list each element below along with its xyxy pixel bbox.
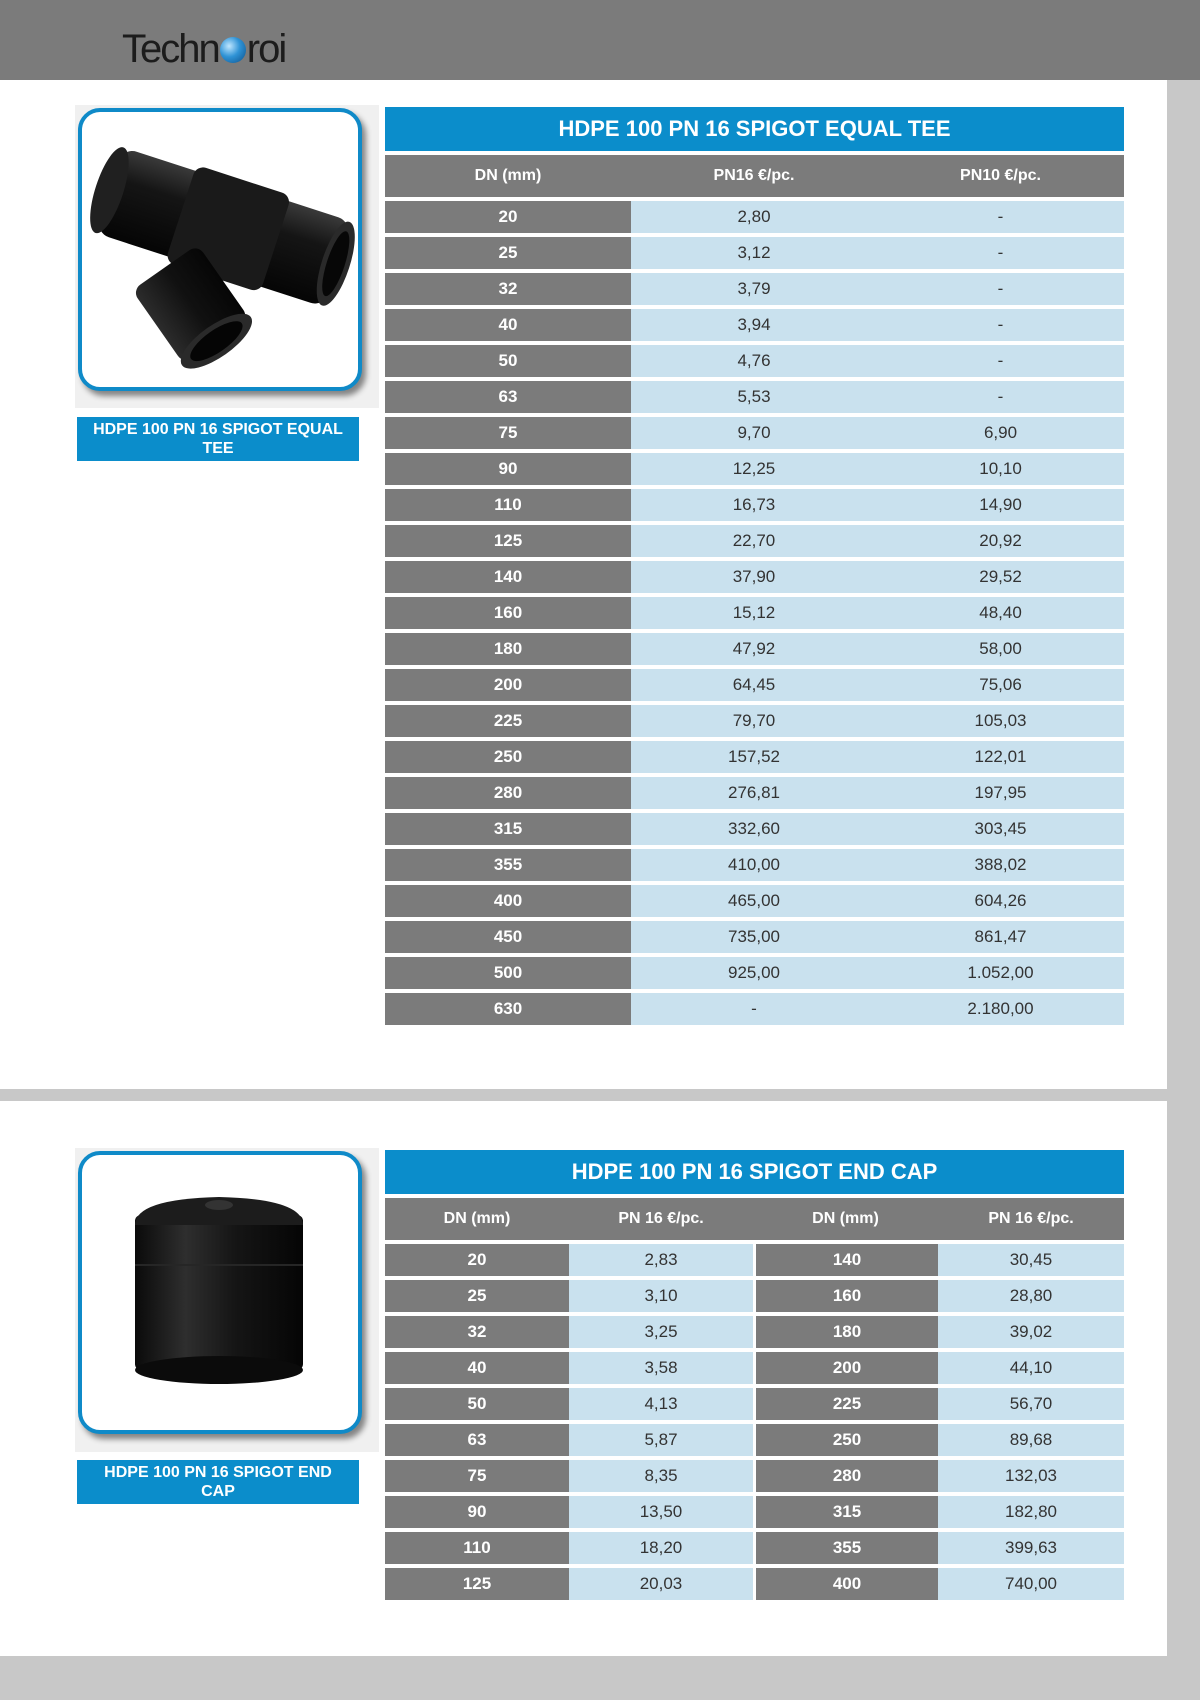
cap-price-cell: 4,13: [569, 1388, 753, 1420]
tee-price-cell: 9,70: [631, 417, 877, 449]
tee-price-cell: 332,60: [631, 813, 877, 845]
cap-price-cell: 399,63: [938, 1532, 1124, 1564]
tee-price-cell: 3,94: [631, 309, 877, 341]
cap-table-row: [385, 1316, 1124, 1348]
tee-dn-cell: 160: [385, 597, 631, 629]
cap-col-pn16-right: PN 16 €/pc.: [938, 1198, 1124, 1240]
tee-price-cell: 122,01: [877, 741, 1124, 773]
tee-dn-cell: 20: [385, 201, 631, 233]
tee-dn-cell: 50: [385, 345, 631, 377]
cap-dn-cell: 25: [385, 1280, 569, 1312]
tee-photo-frame: [75, 105, 379, 408]
tee-table-row: [385, 273, 1124, 305]
tee-dn-cell: 75: [385, 417, 631, 449]
cap-dn-cell: 250: [753, 1424, 938, 1456]
tee-dn-cell: 315: [385, 813, 631, 845]
tee-dn-cell: 180: [385, 633, 631, 665]
tee-table-row: [385, 813, 1124, 845]
tee-price-cell: 75,06: [877, 669, 1124, 701]
cap-dn-cell: 40: [385, 1352, 569, 1384]
cap-col-dn-right: DN (mm): [753, 1198, 938, 1240]
technoroi-logo: [122, 27, 285, 72]
tee-price-cell: 14,90: [877, 489, 1124, 521]
cap-dn-cell: 140: [753, 1244, 938, 1276]
cap-table-row: [385, 1424, 1124, 1456]
tee-price-cell: -: [877, 201, 1124, 233]
tee-price-cell: 861,47: [877, 921, 1124, 953]
tee-col-pn16: PN16 €/pc.: [631, 155, 877, 197]
tee-price-cell: 157,52: [631, 741, 877, 773]
tee-price-cell: 37,90: [631, 561, 877, 593]
cap-price-cell: 740,00: [938, 1568, 1124, 1600]
cap-dn-cell: 125: [385, 1568, 569, 1600]
tee-table-row: [385, 669, 1124, 701]
cap-caption: HDPE 100 PN 16 SPIGOT END CAP: [77, 1460, 359, 1504]
tee-dn-cell: 280: [385, 777, 631, 809]
tee-table-row: [385, 489, 1124, 521]
cap-table-row: [385, 1568, 1124, 1600]
tee-price-cell: 465,00: [631, 885, 877, 917]
cap-dn-cell: 180: [753, 1316, 938, 1348]
tee-price-cell: 58,00: [877, 633, 1124, 665]
tee-price-cell: 15,12: [631, 597, 877, 629]
cap-col-dn-left: DN (mm): [385, 1198, 569, 1240]
tee-price-cell: 276,81: [631, 777, 877, 809]
tee-price-cell: 47,92: [631, 633, 877, 665]
cap-price-cell: 13,50: [569, 1496, 753, 1528]
tee-col-dn: DN (mm): [385, 155, 631, 197]
logo-text-right: roi: [246, 27, 286, 71]
tee-table-row: [385, 993, 1124, 1025]
tee-price-cell: 10,10: [877, 453, 1124, 485]
tee-table-row: [385, 237, 1124, 269]
tee-table-row: [385, 885, 1124, 917]
tee-price-table: [385, 103, 1124, 1029]
tee-price-cell: 2,80: [631, 201, 877, 233]
tee-price-cell: 64,45: [631, 669, 877, 701]
cap-price-cell: 5,87: [569, 1424, 753, 1456]
tee-price-cell: 1.052,00: [877, 957, 1124, 989]
globe-icon: [220, 37, 246, 63]
tee-price-cell: -: [631, 993, 877, 1025]
cap-col-pn16-left: PN 16 €/pc.: [569, 1198, 753, 1240]
tee-price-cell: 6,90: [877, 417, 1124, 449]
cap-table-row: [385, 1496, 1124, 1528]
tee-price-cell: -: [877, 273, 1124, 305]
tee-price-cell: -: [877, 237, 1124, 269]
tee-dn-cell: 250: [385, 741, 631, 773]
top-header-bar: [0, 0, 1200, 80]
cap-dn-cell: 32: [385, 1316, 569, 1348]
right-margin-strip: [1167, 80, 1200, 1700]
cap-price-cell: 132,03: [938, 1460, 1124, 1492]
tee-dn-cell: 40: [385, 309, 631, 341]
bottom-band: [0, 1656, 1200, 1700]
cap-dn-cell: 50: [385, 1388, 569, 1420]
cap-price-cell: 2,83: [569, 1244, 753, 1276]
cap-table-row: [385, 1388, 1124, 1420]
tee-table-row: [385, 957, 1124, 989]
cap-dn-cell: 90: [385, 1496, 569, 1528]
tee-table-row: [385, 525, 1124, 557]
tee-price-cell: -: [877, 309, 1124, 341]
cap-price-cell: 39,02: [938, 1316, 1124, 1348]
tee-price-cell: 16,73: [631, 489, 877, 521]
tee-table-row: [385, 417, 1124, 449]
tee-table-row: [385, 453, 1124, 485]
cap-price-cell: 18,20: [569, 1532, 753, 1564]
cap-dn-cell: 400: [753, 1568, 938, 1600]
cap-dn-cell: 160: [753, 1280, 938, 1312]
tee-table-row: [385, 381, 1124, 413]
tee-dn-cell: 63: [385, 381, 631, 413]
tee-table-row: [385, 633, 1124, 665]
tee-price-cell: 22,70: [631, 525, 877, 557]
cap-table-row: [385, 1460, 1124, 1492]
tee-dn-cell: 450: [385, 921, 631, 953]
cap-photo-frame: [75, 1148, 379, 1452]
tee-dn-cell: 630: [385, 993, 631, 1025]
tee-photo-card: [78, 108, 362, 391]
tee-dn-cell: 90: [385, 453, 631, 485]
tee-price-cell: 2.180,00: [877, 993, 1124, 1025]
tee-table-row: [385, 201, 1124, 233]
cap-price-cell: 8,35: [569, 1460, 753, 1492]
tee-dn-cell: 125: [385, 525, 631, 557]
tee-dn-cell: 200: [385, 669, 631, 701]
tee-price-cell: 4,76: [631, 345, 877, 377]
tee-price-cell: 197,95: [877, 777, 1124, 809]
tee-dn-cell: 140: [385, 561, 631, 593]
cap-dn-cell: 110: [385, 1532, 569, 1564]
tee-caption: HDPE 100 PN 16 SPIGOT EQUAL TEE: [77, 417, 359, 461]
tee-dn-cell: 355: [385, 849, 631, 881]
tee-price-cell: 604,26: [877, 885, 1124, 917]
cap-price-cell: 28,80: [938, 1280, 1124, 1312]
cap-dn-cell: 200: [753, 1352, 938, 1384]
cap-price-cell: 44,10: [938, 1352, 1124, 1384]
tee-price-cell: 3,12: [631, 237, 877, 269]
tee-price-cell: 388,02: [877, 849, 1124, 881]
cap-table-title: HDPE 100 PN 16 SPIGOT END CAP: [385, 1150, 1124, 1194]
cap-dn-cell: 63: [385, 1424, 569, 1456]
tee-price-cell: -: [877, 381, 1124, 413]
tee-dn-cell: 32: [385, 273, 631, 305]
tee-table-row: [385, 561, 1124, 593]
section-separator: [0, 1089, 1167, 1101]
tee-dn-cell: 225: [385, 705, 631, 737]
tee-price-cell: 48,40: [877, 597, 1124, 629]
tee-table-row: [385, 309, 1124, 341]
cap-dn-cell: 20: [385, 1244, 569, 1276]
tee-price-cell: 410,00: [631, 849, 877, 881]
cap-price-cell: 30,45: [938, 1244, 1124, 1276]
tee-table-title: HDPE 100 PN 16 SPIGOT EQUAL TEE: [385, 107, 1124, 151]
cap-photo-card: [78, 1151, 362, 1434]
cap-dn-cell: 315: [753, 1496, 938, 1528]
tee-table-row: [385, 597, 1124, 629]
cap-table-row: [385, 1244, 1124, 1276]
tee-table-row: [385, 849, 1124, 881]
cap-table-row: [385, 1352, 1124, 1384]
tee-table-row: [385, 777, 1124, 809]
tee-price-cell: 5,53: [631, 381, 877, 413]
tee-price-cell: 105,03: [877, 705, 1124, 737]
cap-dn-cell: 355: [753, 1532, 938, 1564]
cap-price-cell: 3,25: [569, 1316, 753, 1348]
tee-dn-cell: 500: [385, 957, 631, 989]
cap-price-cell: 3,58: [569, 1352, 753, 1384]
cap-table-row: [385, 1532, 1124, 1564]
cap-table-row: [385, 1280, 1124, 1312]
tee-col-pn10: PN10 €/pc.: [877, 155, 1124, 197]
tee-price-cell: 303,45: [877, 813, 1124, 845]
cap-price-table: [385, 1146, 1124, 1604]
tee-price-cell: 12,25: [631, 453, 877, 485]
cap-price-cell: 3,10: [569, 1280, 753, 1312]
tee-price-cell: -: [877, 345, 1124, 377]
tee-dn-cell: 25: [385, 237, 631, 269]
tee-table-row: [385, 741, 1124, 773]
tee-price-cell: 20,92: [877, 525, 1124, 557]
logo-text-left: Techn: [122, 27, 219, 71]
end-cap-image: [82, 1155, 358, 1430]
tee-price-cell: 79,70: [631, 705, 877, 737]
tee-table-row: [385, 921, 1124, 953]
tee-table-row: [385, 705, 1124, 737]
cap-dn-cell: 75: [385, 1460, 569, 1492]
cap-dn-cell: 280: [753, 1460, 938, 1492]
cap-price-cell: 182,80: [938, 1496, 1124, 1528]
tee-price-cell: 29,52: [877, 561, 1124, 593]
cap-dn-cell: 225: [753, 1388, 938, 1420]
cap-price-cell: 20,03: [569, 1568, 753, 1600]
tee-price-cell: 3,79: [631, 273, 877, 305]
tee-price-cell: 925,00: [631, 957, 877, 989]
cap-price-cell: 89,68: [938, 1424, 1124, 1456]
tee-table-row: [385, 345, 1124, 377]
tee-price-cell: 735,00: [631, 921, 877, 953]
cap-price-cell: 56,70: [938, 1388, 1124, 1420]
tee-dn-cell: 110: [385, 489, 631, 521]
tee-dn-cell: 400: [385, 885, 631, 917]
equal-tee-image: [82, 112, 358, 387]
